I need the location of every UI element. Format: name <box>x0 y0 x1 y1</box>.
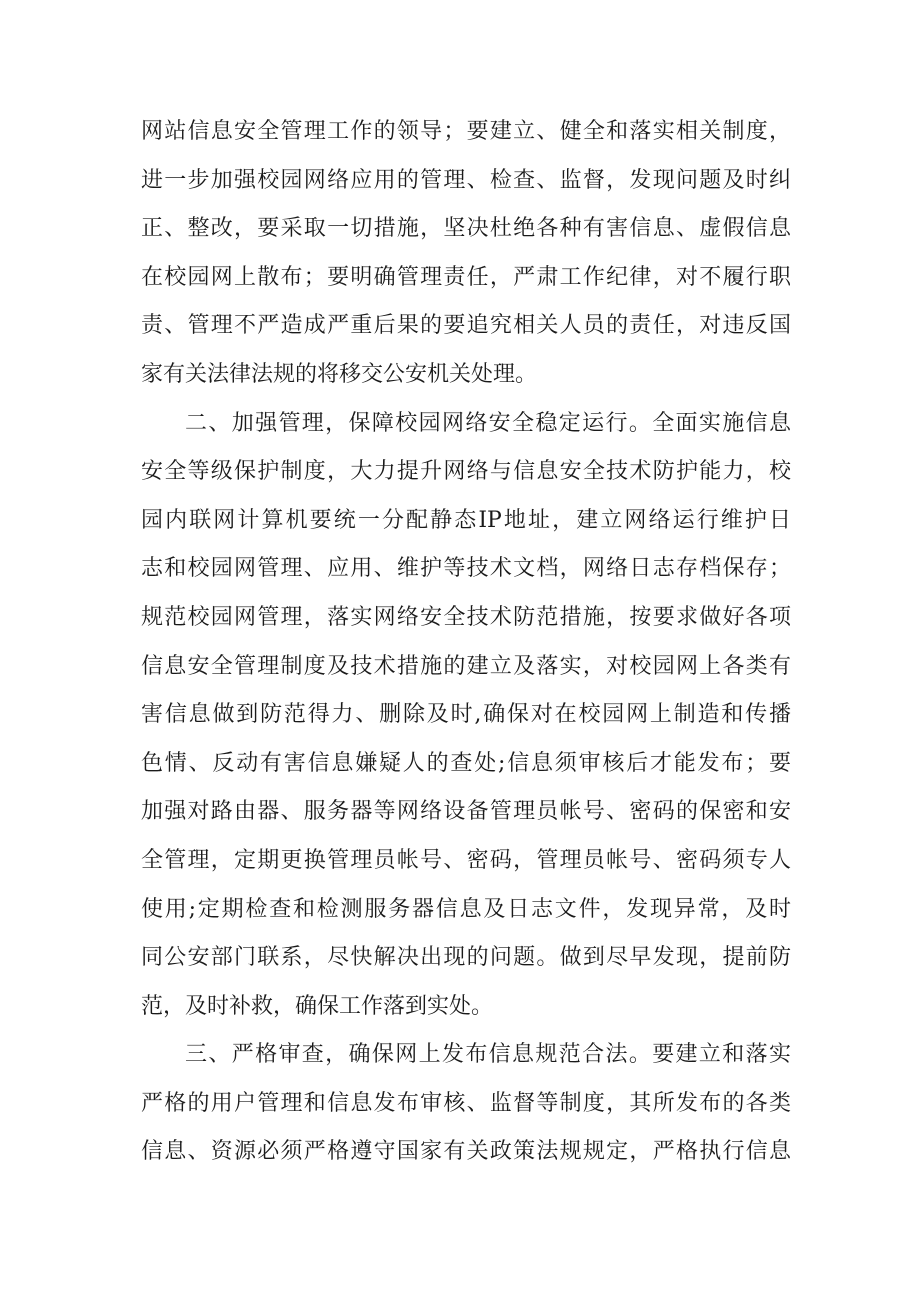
text-line: 三、严格审查，确保网上发布信息规范合法。要建立和落实 <box>185 1042 791 1068</box>
text-line: 色情、反动有害信息嫌疑人的查处;信息须审核后才能发布；要 <box>141 750 791 776</box>
text-line: 安全等级保护制度，大力提升网络与信息安全技术防护能力，校 <box>141 459 791 485</box>
text-line: 使用;定期检查和检测服务器信息及日志文件，发现异常，及时 <box>141 896 791 922</box>
text-line: 家有关法律法规的将移交公安机关处理。 <box>141 361 538 387</box>
text-line: 信息安全管理制度及技术措施的建立及落实，对校园网上各类有 <box>141 653 791 679</box>
text-line: 在校园网上散布；要明确管理责任，严肃工作纪律，对不履行职 <box>141 264 791 290</box>
document-body <box>141 108 791 1177</box>
text-line: 园内联网计算机要统一分配静态IP地址，建立网络运行维护日 <box>141 507 791 533</box>
text-line: 同公安部门联系，尽快解决出现的问题。做到尽早发现，提前防 <box>141 945 791 971</box>
text-line: 正、整改，要采取一切措施，坚决杜绝各种有害信息、虚假信息 <box>141 216 791 242</box>
text-line: 责、管理不严造成严重后果的要追究相关人员的责任，对违反国 <box>141 313 791 339</box>
text-line: 全管理，定期更换管理员帐号、密码，管理员帐号、密码须专人 <box>141 847 791 873</box>
text-line: 严格的用户管理和信息发布审核、监督等制度，其所发布的各类 <box>141 1090 791 1116</box>
text-line: 网站信息安全管理工作的领导；要建立、健全和落实相关制度， <box>141 119 791 144</box>
text-line: 志和校园网管理、应用、维护等技术文档，网络日志存档保存； <box>141 556 791 582</box>
paragraph-p3 <box>141 1031 791 1177</box>
paragraph-p2 <box>141 400 791 1032</box>
text-line: 害信息做到防范得力、删除及时,确保对在校园网上制造和传播 <box>141 702 791 728</box>
text-line: 二、加强管理，保障校园网络安全稳定运行。全面实施信息 <box>185 410 791 436</box>
text-line: 加强对路由器、服务器等网络设备管理员帐号、密码的保密和安 <box>141 799 791 825</box>
text-line: 范，及时补救，确保工作落到实处。 <box>141 993 494 1019</box>
text-line: 信息、资源必须严格遵守国家有关政策法规规定，严格执行信息 <box>141 1139 791 1165</box>
text-line: 规范校园网管理，落实网络安全技术防范措施，按要求做好各项 <box>141 604 791 630</box>
text-line: 进一步加强校园网络应用的管理、检查、监督，发现问题及时纠 <box>141 167 791 193</box>
paragraph-p1 <box>141 108 791 400</box>
